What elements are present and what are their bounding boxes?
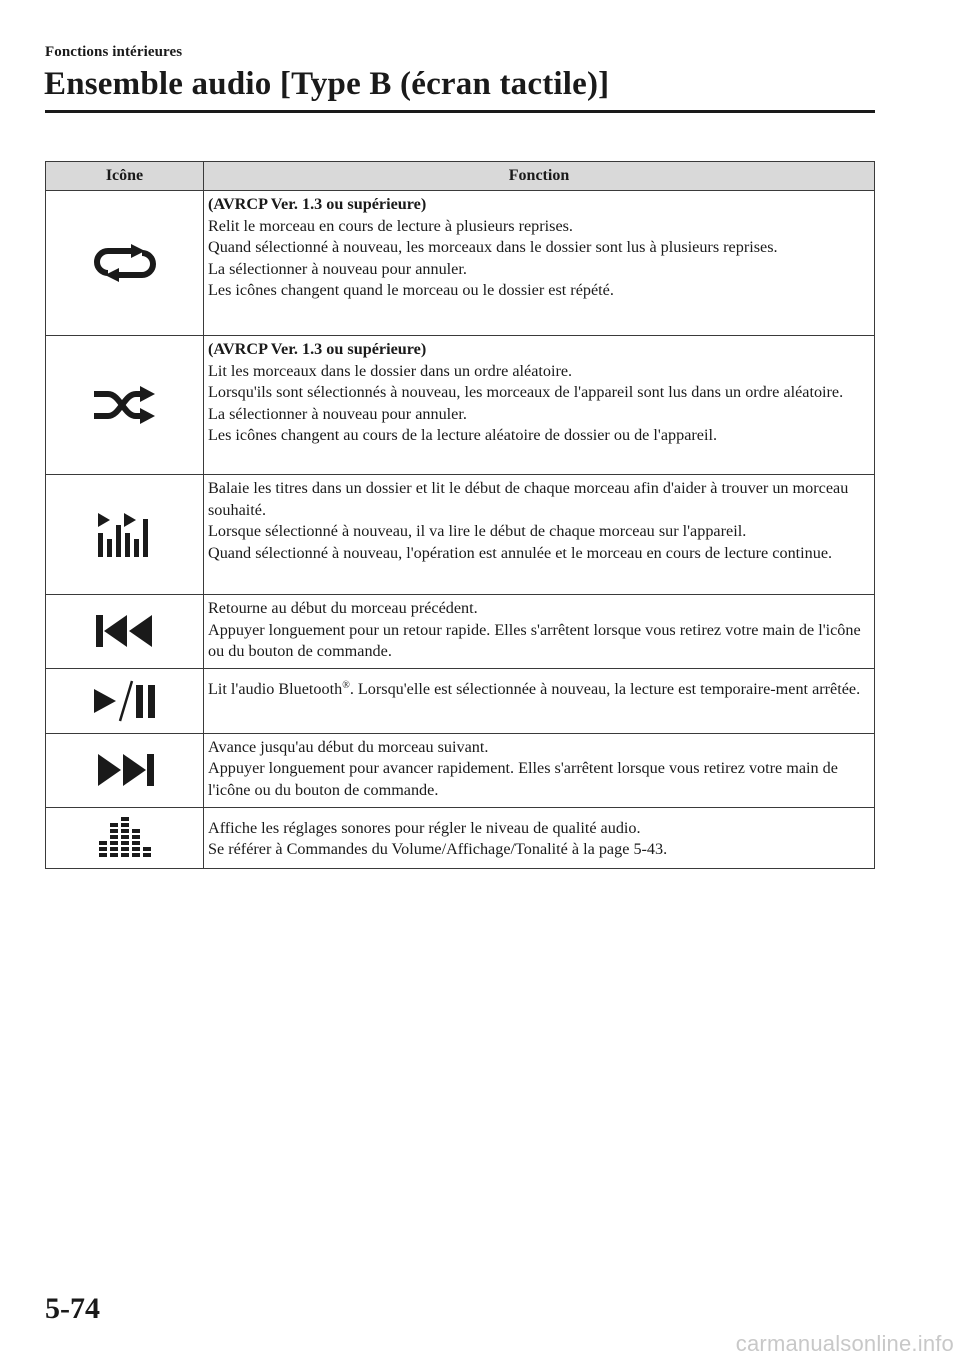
description-line: Lorsque sélectionné à nouveau, il va lire le début de chaque morceau sur l'appareil. (208, 522, 747, 541)
description-line: Se référer à Commandes du Volume/Affichage/Tonalité à la page 5-43. (208, 840, 668, 859)
page-title: Ensemble audio [Type B (écran tactile)] (44, 66, 610, 102)
icon-cell (46, 668, 204, 733)
description-line: Appuyer longuement pour avancer rapidement. Elles s'arrêtent lorsque vous retirez votre main de l'icône ou du bouton de commande. (208, 759, 838, 799)
scan-icon (94, 511, 156, 559)
table-row (46, 733, 875, 807)
description-line: Lit les morceaux dans le dossier dans un ordre aléatoire. (208, 361, 573, 380)
description-line: Avance jusqu'au début du morceau suivant. (208, 737, 489, 756)
column-header-icon: Icône (46, 162, 204, 191)
icon-cell (46, 475, 204, 595)
description-line: Appuyer longuement pour un retour rapide. Elles s'arrêtent lorsque vous retirez votre main de l'icône ou du bouton de commande. (208, 620, 861, 661)
description-line: (AVRCP Ver. 1.3 ou supérieure) (208, 195, 427, 213)
play-pause-icon (92, 679, 158, 723)
icon-cell (46, 191, 204, 336)
function-description (204, 733, 875, 807)
description-line: Quand sélectionné à nouveau, les morceaux dans le dossier sont lus à plusieurs reprises. (208, 238, 778, 257)
function-table (45, 161, 875, 869)
icon-cell (46, 733, 204, 807)
description-line: La sélectionner à nouveau pour annuler. (208, 404, 467, 423)
icon-cell (46, 336, 204, 475)
description-line: Affiche les réglages sonores pour régler le niveau de qualité audio. (208, 818, 641, 837)
description-text: . Lorsqu'elle est sélectionnée à nouveau, la lecture est temporaire-ment arrêtée. (349, 679, 861, 698)
function-description (204, 191, 875, 336)
function-description (204, 668, 875, 733)
description-line: Quand sélectionné à nouveau, l'opération est annulée et le morceau en cours de lecture continue. (208, 543, 833, 562)
description-line: Relit le morceau en cours de lecture à plusieurs reprises. (208, 216, 573, 235)
function-description (204, 336, 875, 475)
registered-mark: ® (342, 679, 350, 691)
shuffle-icon (92, 383, 158, 427)
title-divider (45, 110, 875, 113)
description-text: Lit l'audio Bluetooth (208, 679, 343, 698)
description-line: Les icônes changent quand le morceau ou le dossier est répété. (208, 281, 614, 300)
icon-cell (46, 807, 204, 868)
table-row (46, 807, 875, 868)
function-description (204, 807, 875, 868)
equalizer-icon (96, 815, 154, 861)
table-row (46, 475, 875, 595)
description-line: Les icônes changent au cours de la lecture aléatoire de dossier ou de l'appareil. (208, 426, 718, 445)
description-line (208, 679, 870, 701)
table-row (46, 595, 875, 669)
watermark: carmanualsonline.info (735, 1331, 954, 1356)
table-row (46, 336, 875, 475)
description-line: Balaie les titres dans un dossier et lit le début de chaque morceau afin d'aider à trouver un morceau souhaité. (208, 479, 849, 519)
page-number: 5-74 (45, 1292, 100, 1325)
table-row (46, 668, 875, 733)
next-track-icon (94, 752, 156, 788)
repeat-icon (93, 243, 157, 283)
icon-cell (46, 595, 204, 669)
description-line: Lorsqu'ils sont sélectionnés à nouveau, les morceaux de l'appareil sont lus dans un ordre aléatoire. (208, 383, 844, 402)
description-line: (AVRCP Ver. 1.3 ou supérieure) (208, 340, 427, 358)
function-description (204, 475, 875, 595)
description-line: Retourne au début du morceau précédent. (208, 599, 478, 617)
column-header-function: Fonction (204, 162, 875, 191)
table-row (46, 191, 875, 336)
section-label: Fonctions intérieures (45, 44, 183, 60)
previous-track-icon (94, 613, 156, 649)
function-description (204, 595, 875, 669)
table-header-row (46, 162, 875, 191)
description-line: La sélectionner à nouveau pour annuler. (208, 259, 467, 278)
